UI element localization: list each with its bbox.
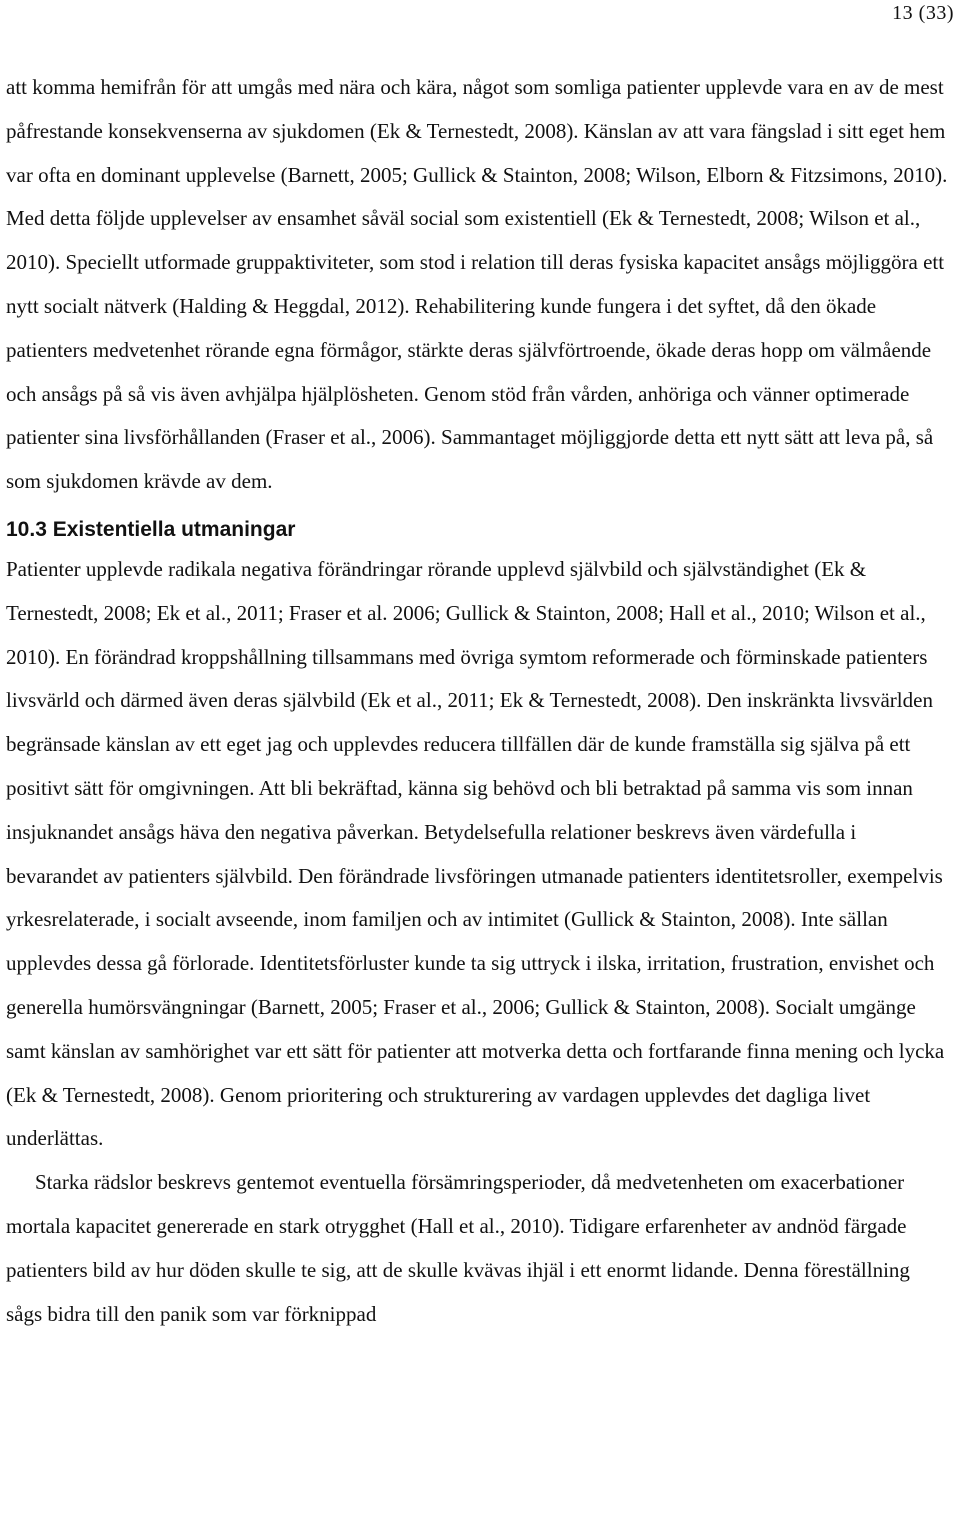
intro-paragraph: att komma hemifrån för att umgås med nära och kära, något som somliga patienter upplevde vara en av de mest påfrestande konsekvenserna av sjukdomen (Ek & Ternestedt, 2008). Känslan av att vara fängslad i sitt eget hem var ofta en dominant upplevelse (Barnett, 2005; Gullick & Stainton, 2008; Wilson, Elborn & Fitzsimons, 2010). Med detta följde upplevelser av ensamhet såväl social som existentiell (Ek & Ternestedt, 2008; Wilson et al., 2010). Speciellt utformade gruppaktiviteter, som stod i relation till deras fysiska kapacitet ansågs möjliggöra ett nytt socialt nätverk (Halding & Heggdal, 2012). Rehabilitering kunde fungera i det syftet, då den ökade patienters medvetenhet rörande egna förmågor, stärkte deras självförtroende, ökade deras hopp om välmående och ansågs på så vis även avhjälpa hjälplösheten. Genom stöd från vården, anhöriga och vänner optimerade patienter sina livsförhållanden (Fraser et al., 2006). Sammantaget möjliggjorde detta ett nytt sätt att leva på, så som sjukdomen krävde av dem. <box>6 75 948 494</box>
body-paragraph-2: Starka rädslor beskrevs gentemot eventuella försämringsperioder, då medvetenheten om exacerbationer mortala kapacitet genererade en stark otrygghet (Hall et al., 2010). Tidigare erfarenheter av andnöd färgade patienters bild av hur döden skulle te sig, att de skulle kvävas ihjäl i ett enormt lidande. Denna föreställning sågs bidra till den panik som var förknippad <box>6 1170 910 1326</box>
page-number: 13 (33) <box>892 2 954 24</box>
section-heading: 10.3 Existentiella utmaningar <box>6 517 296 541</box>
body-paragraph-1: Patienter upplevde radikala negativa förändringar rörande upplevd självbild och självständighet (Ek & Ternestedt, 2008; Ek et al., 2011; Fraser et al. 2006; Gullick & Stainton, 2008; Hall et al., 2010; Wilson et al., 2010). En förändrad kroppshållning tillsammans med övriga symtom reformerade och förminskade patienters livsvärld och därmed även deras självbild (Ek et al., 2011; Ek & Ternestedt, 2008). Den inskränkta livsvärlden begränsade känslan av ett eget jag och upplevdes reducera tillfällen där de kunde framställa sig själva på ett positivt sätt för omgivningen. Att bli bekräftad, känna sig behövd och bli betraktad på samma vis som innan insjuknandet ansågs häva den negativa påverkan. Betydelsefulla relationer beskrevs även värdefulla i bevarandet av patienters självbild. Den förändrade livsföringen utmanade patienters identitetsroller, exempelvis yrkesrelaterade, i socialt avseende, inom familjen och av intimitet (Gullick & Stainton, 2008). Inte sällan upplevdes dessa gå förlorade. Identitetsförluster kunde ta sig uttryck i ilska, irritation, frustration, envishet och generella humörsvängningar (Barnett, 2005; Fraser et al., 2006; Gullick & Stainton, 2008). Socialt umgänge samt känslan av samhörighet var ett sätt för patienter att motverka detta och fortfarande finna mening och lycka (Ek & Ternestedt, 2008). Genom prioritering och strukturering av vardagen upplevdes det dagliga livet underlättas. <box>6 556 945 1151</box>
document-body <box>6 66 950 1336</box>
